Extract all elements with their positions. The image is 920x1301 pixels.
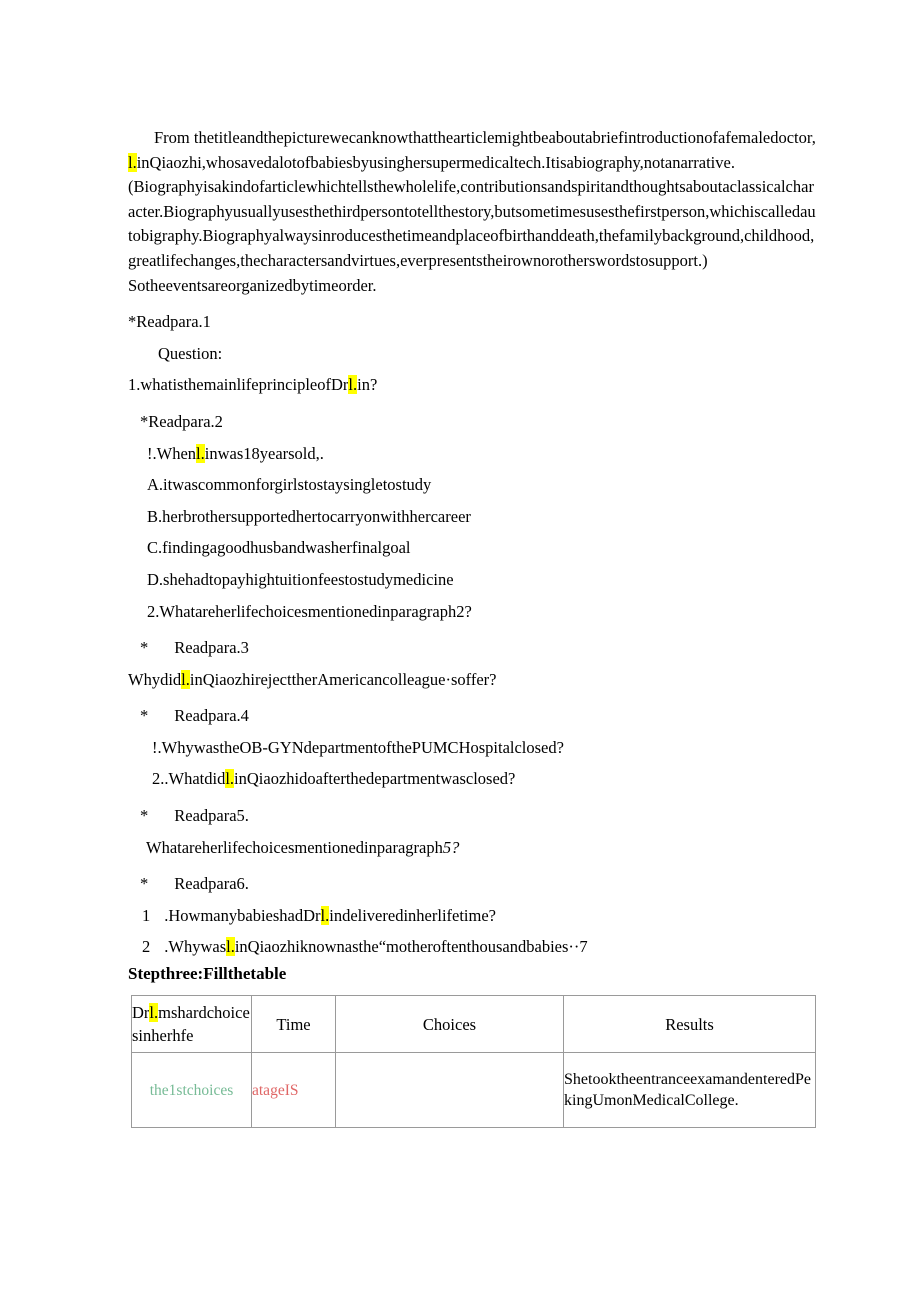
section-heading-6 bbox=[128, 872, 818, 897]
intro-paragraph-biography: (Biographyisakindofarticlewhichtellsthewholelife,contributionsandspiritandthoughtsaboutaclassicalcharacter.Biographyusuallyusesthethirdpersontotellthestory,butsometimesusesthefirstperson,whichiscalledautobigraphy.Biographyalwaysinroducesthetimeandplaceofbirthanddeath,thefamilybackground,childhood,greatlifechanges,thecharactersandvirtues,everpresentstheirownorotherswordstosupport.) bbox=[128, 177, 816, 270]
header-text-prefix: Dr bbox=[132, 1003, 150, 1022]
table-cell-choice-label: the1stchoices bbox=[132, 1053, 252, 1128]
section-heading-1: *Readpara.1 bbox=[128, 312, 211, 332]
section-read-para-6 bbox=[128, 872, 818, 960]
question-3-1 bbox=[128, 668, 818, 693]
intro-line1-suffix: inQiaozhi,whosavedalotofbabiesbyusinghersupermedicaltech.Itisabiography,notanarrative. bbox=[136, 152, 735, 172]
bullet-star-icon: * bbox=[140, 806, 149, 826]
fill-table-wrapper bbox=[131, 995, 811, 1128]
highlight-token: l. bbox=[196, 443, 205, 463]
intro-line1-prefix: From thetitleandthepicturewecanknowthatthearticlemightbeaboutabriefintroductionofafemaledoctor, bbox=[154, 128, 816, 147]
section-heading-3 bbox=[128, 636, 818, 661]
highlight-token: l. bbox=[181, 669, 190, 689]
highlight-token: l. bbox=[320, 905, 330, 925]
section-read-para-1 bbox=[128, 310, 818, 398]
section-heading-label: Readpara.3 bbox=[174, 638, 249, 658]
question-4-2 bbox=[128, 767, 818, 792]
question-text-prefix: !.When bbox=[147, 443, 197, 463]
bullet-star-icon: * bbox=[140, 874, 149, 894]
question-label: Question: bbox=[158, 343, 223, 363]
question-text-suffix: inQiaozhirejecttherAmericancolleague·soffer? bbox=[189, 669, 497, 689]
question-text-prefix: Whatareherlifechoicesmentionedinparagraph bbox=[146, 837, 443, 857]
table-cell-results: ShetooktheentranceexamandenteredPekingUmonMedicalCollege. bbox=[564, 1053, 816, 1128]
choice-option-a: A.itwascommonforgirlstostaysingletostudy bbox=[147, 475, 432, 495]
intro-paragraph-timeorder: Sotheeventsareorganizedbytimeorder. bbox=[128, 275, 377, 295]
highlight-token: l. bbox=[225, 769, 235, 789]
table-header-row bbox=[132, 996, 816, 1053]
document-content bbox=[128, 126, 818, 987]
highlight-token: l. bbox=[149, 1003, 159, 1022]
question-text-suffix: in? bbox=[357, 375, 378, 395]
question-1-1 bbox=[128, 373, 818, 398]
question-6-2 bbox=[128, 935, 818, 960]
table-cell-choices[interactable] bbox=[336, 1053, 564, 1128]
section-read-para-4 bbox=[128, 704, 818, 792]
section-heading-label: Readpara6. bbox=[174, 874, 249, 894]
question-text-suffix: inwas18yearsold,. bbox=[204, 443, 324, 463]
question-text-suffix: indeliveredinherlifetime? bbox=[329, 905, 496, 925]
question-text-suffix: inQiaozhidoafterthedepartmentwasclosed? bbox=[234, 769, 516, 789]
table-row bbox=[132, 1053, 816, 1128]
section-heading-label: Readpara5. bbox=[174, 806, 249, 826]
highlight-token: l. bbox=[226, 937, 235, 957]
table-header-time: Time bbox=[252, 996, 336, 1053]
section-read-para-2 bbox=[128, 410, 818, 624]
section-heading-2: *Readpara.2 bbox=[140, 411, 223, 431]
table-cell-time: atageIS bbox=[252, 1053, 336, 1128]
fill-table bbox=[131, 995, 816, 1128]
bullet-star-icon: * bbox=[140, 706, 149, 726]
header-text-suffix: mshardchoicesinherhfe bbox=[132, 1003, 250, 1045]
choice-option-c: C.findingagoodhusbandwasherfinalgoal bbox=[147, 538, 411, 558]
bullet-star-icon: * bbox=[140, 638, 149, 658]
list-number: 2 bbox=[142, 937, 151, 957]
question-text-prefix: .Whywas bbox=[164, 937, 227, 957]
question-text-prefix: .HowmanybabieshadDr bbox=[164, 905, 321, 925]
question-text-prefix: 2..Whatdid bbox=[152, 769, 226, 789]
question-text-suffix: inQiaozhiknownasthe“motheroftenthousandbabies··7 bbox=[234, 937, 588, 957]
table-header-results: Results bbox=[564, 996, 816, 1053]
question-2-1 bbox=[128, 442, 818, 467]
question-6-1 bbox=[128, 904, 818, 929]
section-read-para-5 bbox=[128, 804, 818, 860]
table-header-choices: Choices bbox=[336, 996, 564, 1053]
section-heading-label: Readpara.4 bbox=[174, 706, 249, 726]
section-heading-5 bbox=[128, 804, 818, 829]
list-number: 1 bbox=[142, 905, 151, 925]
section-read-para-3 bbox=[128, 636, 818, 692]
question-text-prefix: Whydid bbox=[128, 669, 182, 689]
question-2-2: 2.Whatareherlifechoicesmentionedinparagraph2? bbox=[147, 601, 472, 621]
highlight-token: l. bbox=[348, 375, 358, 395]
choice-option-b: B.herbrothersupportedhertocarryonwithhercareer bbox=[147, 506, 471, 526]
question-5-1 bbox=[128, 836, 818, 861]
question-4-1: !.WhywastheOB-GYNdepartmentofthePUMCHospitalclosed? bbox=[152, 737, 564, 757]
choice-option-d: D.shehadtopayhightuitionfeestostudymedicine bbox=[147, 569, 454, 589]
table-header-choices-in-life bbox=[132, 996, 252, 1053]
section-heading-4 bbox=[128, 704, 818, 729]
highlight-token: l. bbox=[128, 152, 137, 172]
intro-paragraph bbox=[128, 126, 818, 175]
question-text-suffix: 5? bbox=[442, 837, 460, 857]
question-text-prefix: 1.whatisthemainlifeprincipleofDr bbox=[128, 375, 349, 395]
step-three-heading: Stepthree:Fillthetable bbox=[128, 964, 287, 984]
